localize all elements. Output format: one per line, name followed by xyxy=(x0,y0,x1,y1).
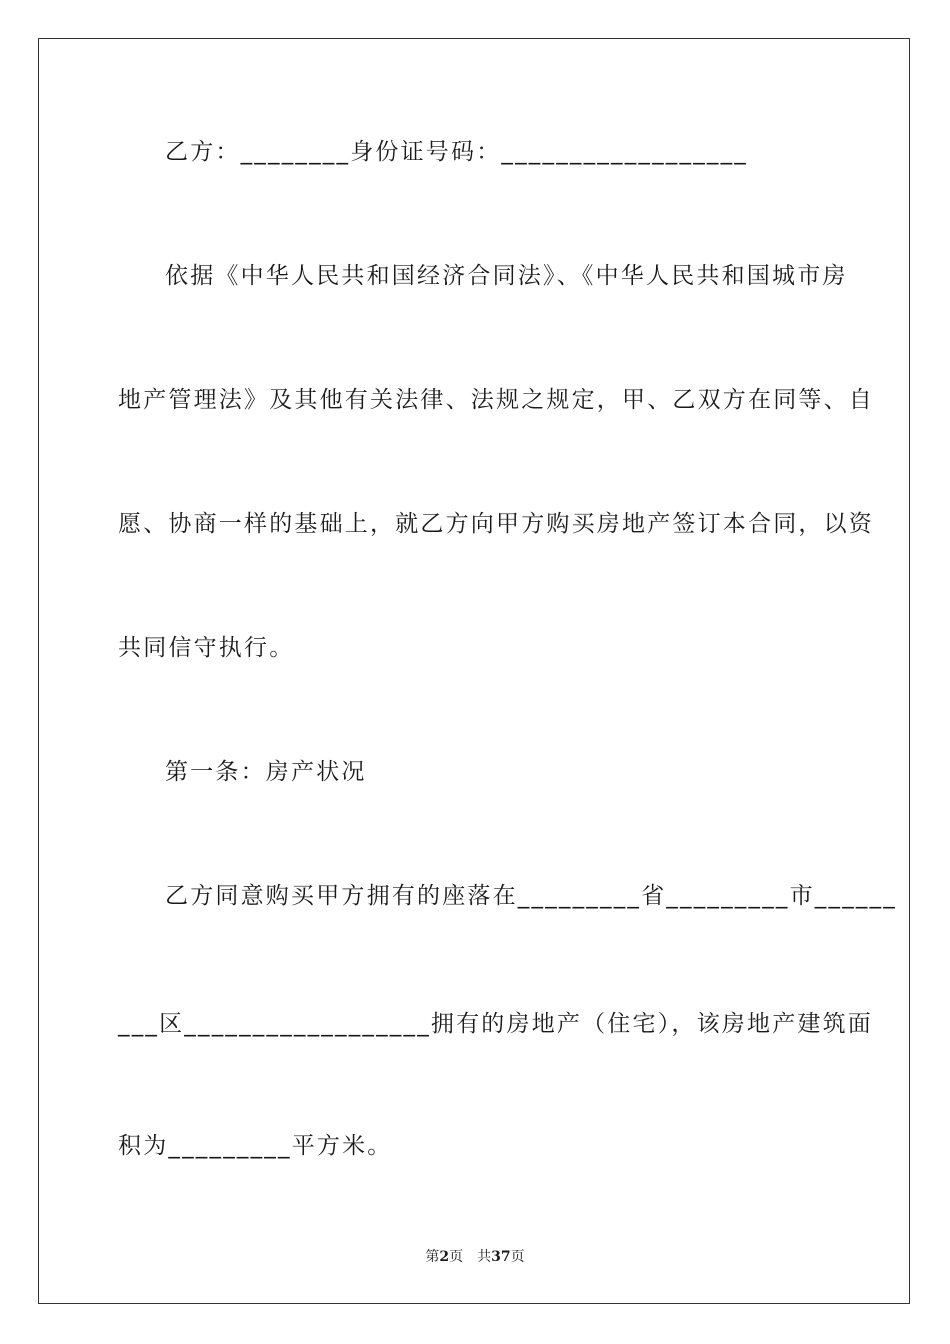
article-one-line-2: ___区__________________拥有的房地产（住宅），该房地产建筑面 xyxy=(118,1011,873,1037)
total-prefix: 共 xyxy=(477,1249,492,1265)
preamble-line-1: 依据《中华人民共和国经济合同法》、《中华人民共和国城市房 xyxy=(165,263,848,289)
article-one-line-3: 积为_________平方米。 xyxy=(118,1133,393,1159)
article-one-line-1: 乙方同意购买甲方拥有的座落在_________省_________市______ xyxy=(165,883,897,909)
preamble-line-3: 愿、协商一样的基础上，就乙方向甲方购买房地产签订本合同，以资 xyxy=(118,511,874,537)
page-prefix: 第 xyxy=(425,1249,440,1265)
party-b-line: 乙方：________身份证号码：__________________ xyxy=(165,139,748,165)
page-suffix: 页 xyxy=(449,1249,464,1265)
article-one-heading: 第一条：房产状况 xyxy=(165,759,367,785)
preamble-line-4: 共同信守执行。 xyxy=(118,635,295,661)
page-border xyxy=(38,38,910,1304)
page-footer xyxy=(0,1247,950,1267)
total-suffix: 页 xyxy=(510,1249,525,1265)
page-number: 2 xyxy=(439,1249,450,1265)
total-pages: 37 xyxy=(491,1249,511,1265)
preamble-line-2: 地产管理法》及其他有关法律、法规之规定，甲、乙双方在同等、自 xyxy=(118,387,874,413)
